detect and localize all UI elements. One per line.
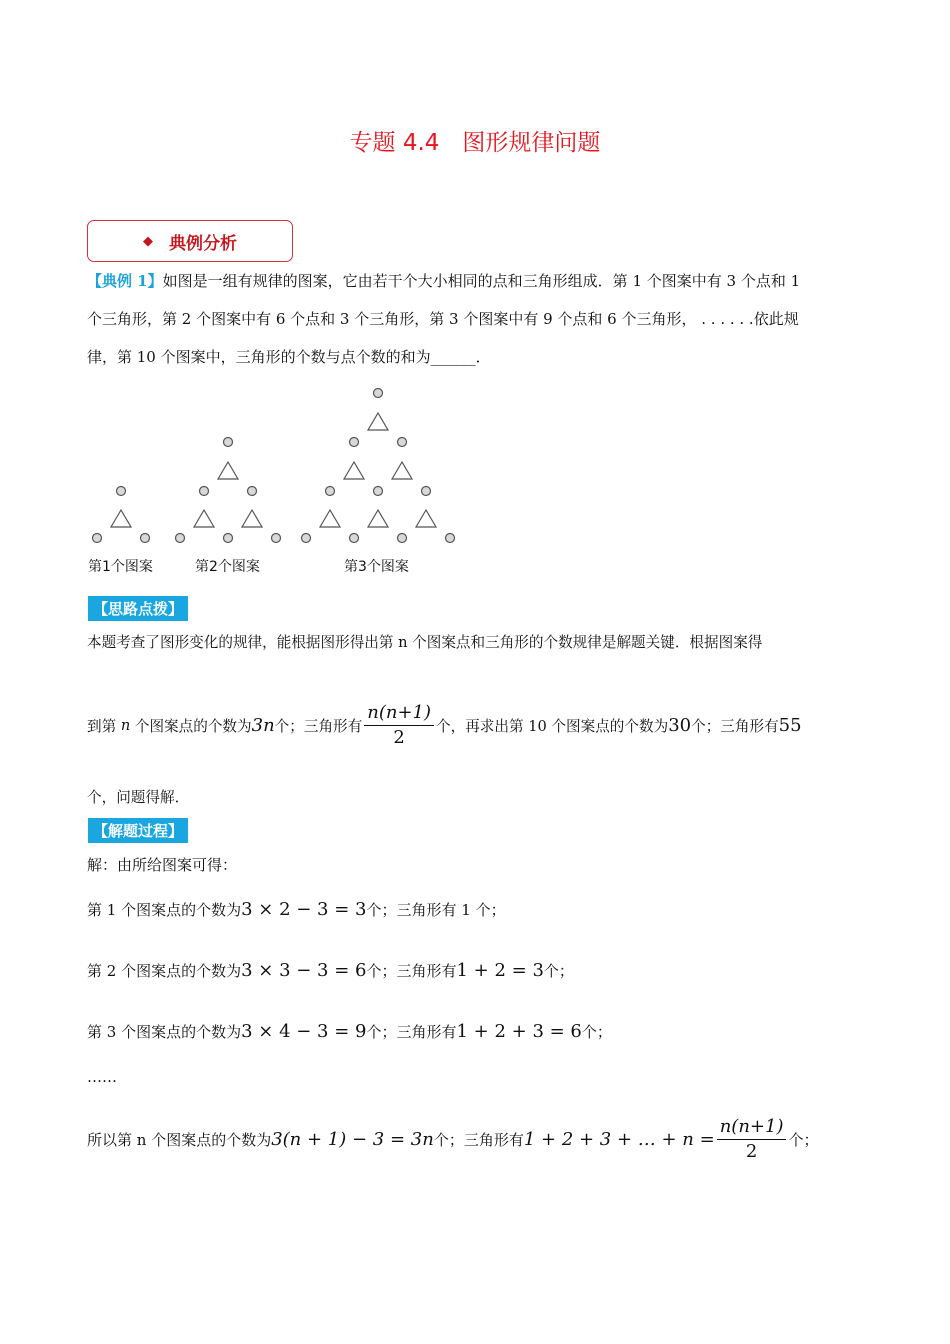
triangle <box>242 510 262 527</box>
figure-caption-1: 第1个图案 <box>88 559 153 575</box>
hint-badge: 【思路点拨】 <box>88 596 188 621</box>
dot <box>248 487 257 496</box>
hint-line-3: 个，问题得解． <box>87 789 190 806</box>
triangle <box>392 462 412 479</box>
pattern-1 <box>93 487 150 543</box>
dot <box>117 487 126 496</box>
solution-row-1: 第 1 个图案点的个数为3 × 2 − 3 = 3个；三角形有 1 个； <box>87 899 506 920</box>
pattern-2 <box>176 438 281 543</box>
dot <box>224 534 233 543</box>
hint-expr-3n: 3n <box>251 715 275 736</box>
dot <box>224 438 233 447</box>
triangle <box>416 510 436 527</box>
hint-line-2: 到第 n 个图案点的个数为3n个；三角形有 $\frac{n(n+1)}{2}$ 个，再求出第 10 个图案点的个数为30个；三角形有55 <box>87 702 802 748</box>
section-label: 典例分析 <box>169 233 237 254</box>
section-header <box>88 221 292 261</box>
dot <box>446 534 455 543</box>
page-title: 专题 4.4 图形规律问题 <box>349 130 601 156</box>
example-line-2: 个三角形，第 2 个图案中有 6 个点和 3 个三角形，第 3 个图案中有 9 个点和 6 个三角形， . . . . . .依此规 <box>87 310 799 328</box>
dot <box>272 534 281 543</box>
example-line-1: 【典例 1】如图是一组有规律的图案，它由若干个大小相同的点和三角形组成．第 1 个图案中有 3 个点和 1 <box>87 272 801 290</box>
section-header-box <box>87 220 293 262</box>
dot <box>93 534 102 543</box>
figure-caption-3: 第3个图案 <box>344 559 409 575</box>
dot <box>350 438 359 447</box>
dot <box>422 487 431 496</box>
pattern-figure <box>80 380 480 580</box>
figure-caption-2: 第2个图案 <box>195 559 260 575</box>
triangle <box>320 510 340 527</box>
triangle <box>344 462 364 479</box>
dot <box>398 438 407 447</box>
solution-ellipsis: …… <box>87 1068 117 1086</box>
diamond-icon: ◆ <box>143 233 153 249</box>
dot <box>326 487 335 496</box>
dot <box>141 534 150 543</box>
hint-fraction: $\frac{n(n+1)}{2}$ <box>364 701 434 750</box>
dot <box>350 534 359 543</box>
triangle <box>368 413 388 430</box>
hint-line-1: 本题考查了图形变化的规律，能根据图形得出第 n 个图案点和三角形的个数规律是解题关键．根据图案得 <box>87 634 763 651</box>
solution-row-3: 第 3 个图案点的个数为3 × 4 − 3 = 9个；三角形有1 + 2 + 3 = 6个； <box>87 1021 612 1042</box>
triangle <box>111 510 131 527</box>
triangle <box>218 462 238 479</box>
solution-fraction: $\frac{n(n+1)}{2}$ <box>717 1115 787 1164</box>
example-line-3: 律，第 10 个图案中，三角形的个数与点个数的和为______． <box>87 348 491 366</box>
solution-badge: 【解题过程】 <box>88 818 188 843</box>
dot <box>302 534 311 543</box>
dot <box>200 487 209 496</box>
triangle <box>368 510 388 527</box>
dot <box>176 534 185 543</box>
example-tag: 【典例 1】 <box>87 272 163 290</box>
dot <box>374 487 383 496</box>
solution-final-row: 所以第 n 个图案点的个数为3(n + 1) − 3 = 3n个；三角形有1 + 2 + 3 + … + n = $\frac{n(n+1)}{2}$ 个； <box>87 1116 819 1162</box>
pattern-3 <box>302 389 455 543</box>
dot <box>374 389 383 398</box>
solution-intro: 解：由所给图案可得： <box>87 856 238 874</box>
triangle <box>194 510 214 527</box>
solution-row-2: 第 2 个图案点的个数为3 × 3 − 3 = 6个；三角形有1 + 2 = 3个； <box>87 960 574 981</box>
dot <box>398 534 407 543</box>
